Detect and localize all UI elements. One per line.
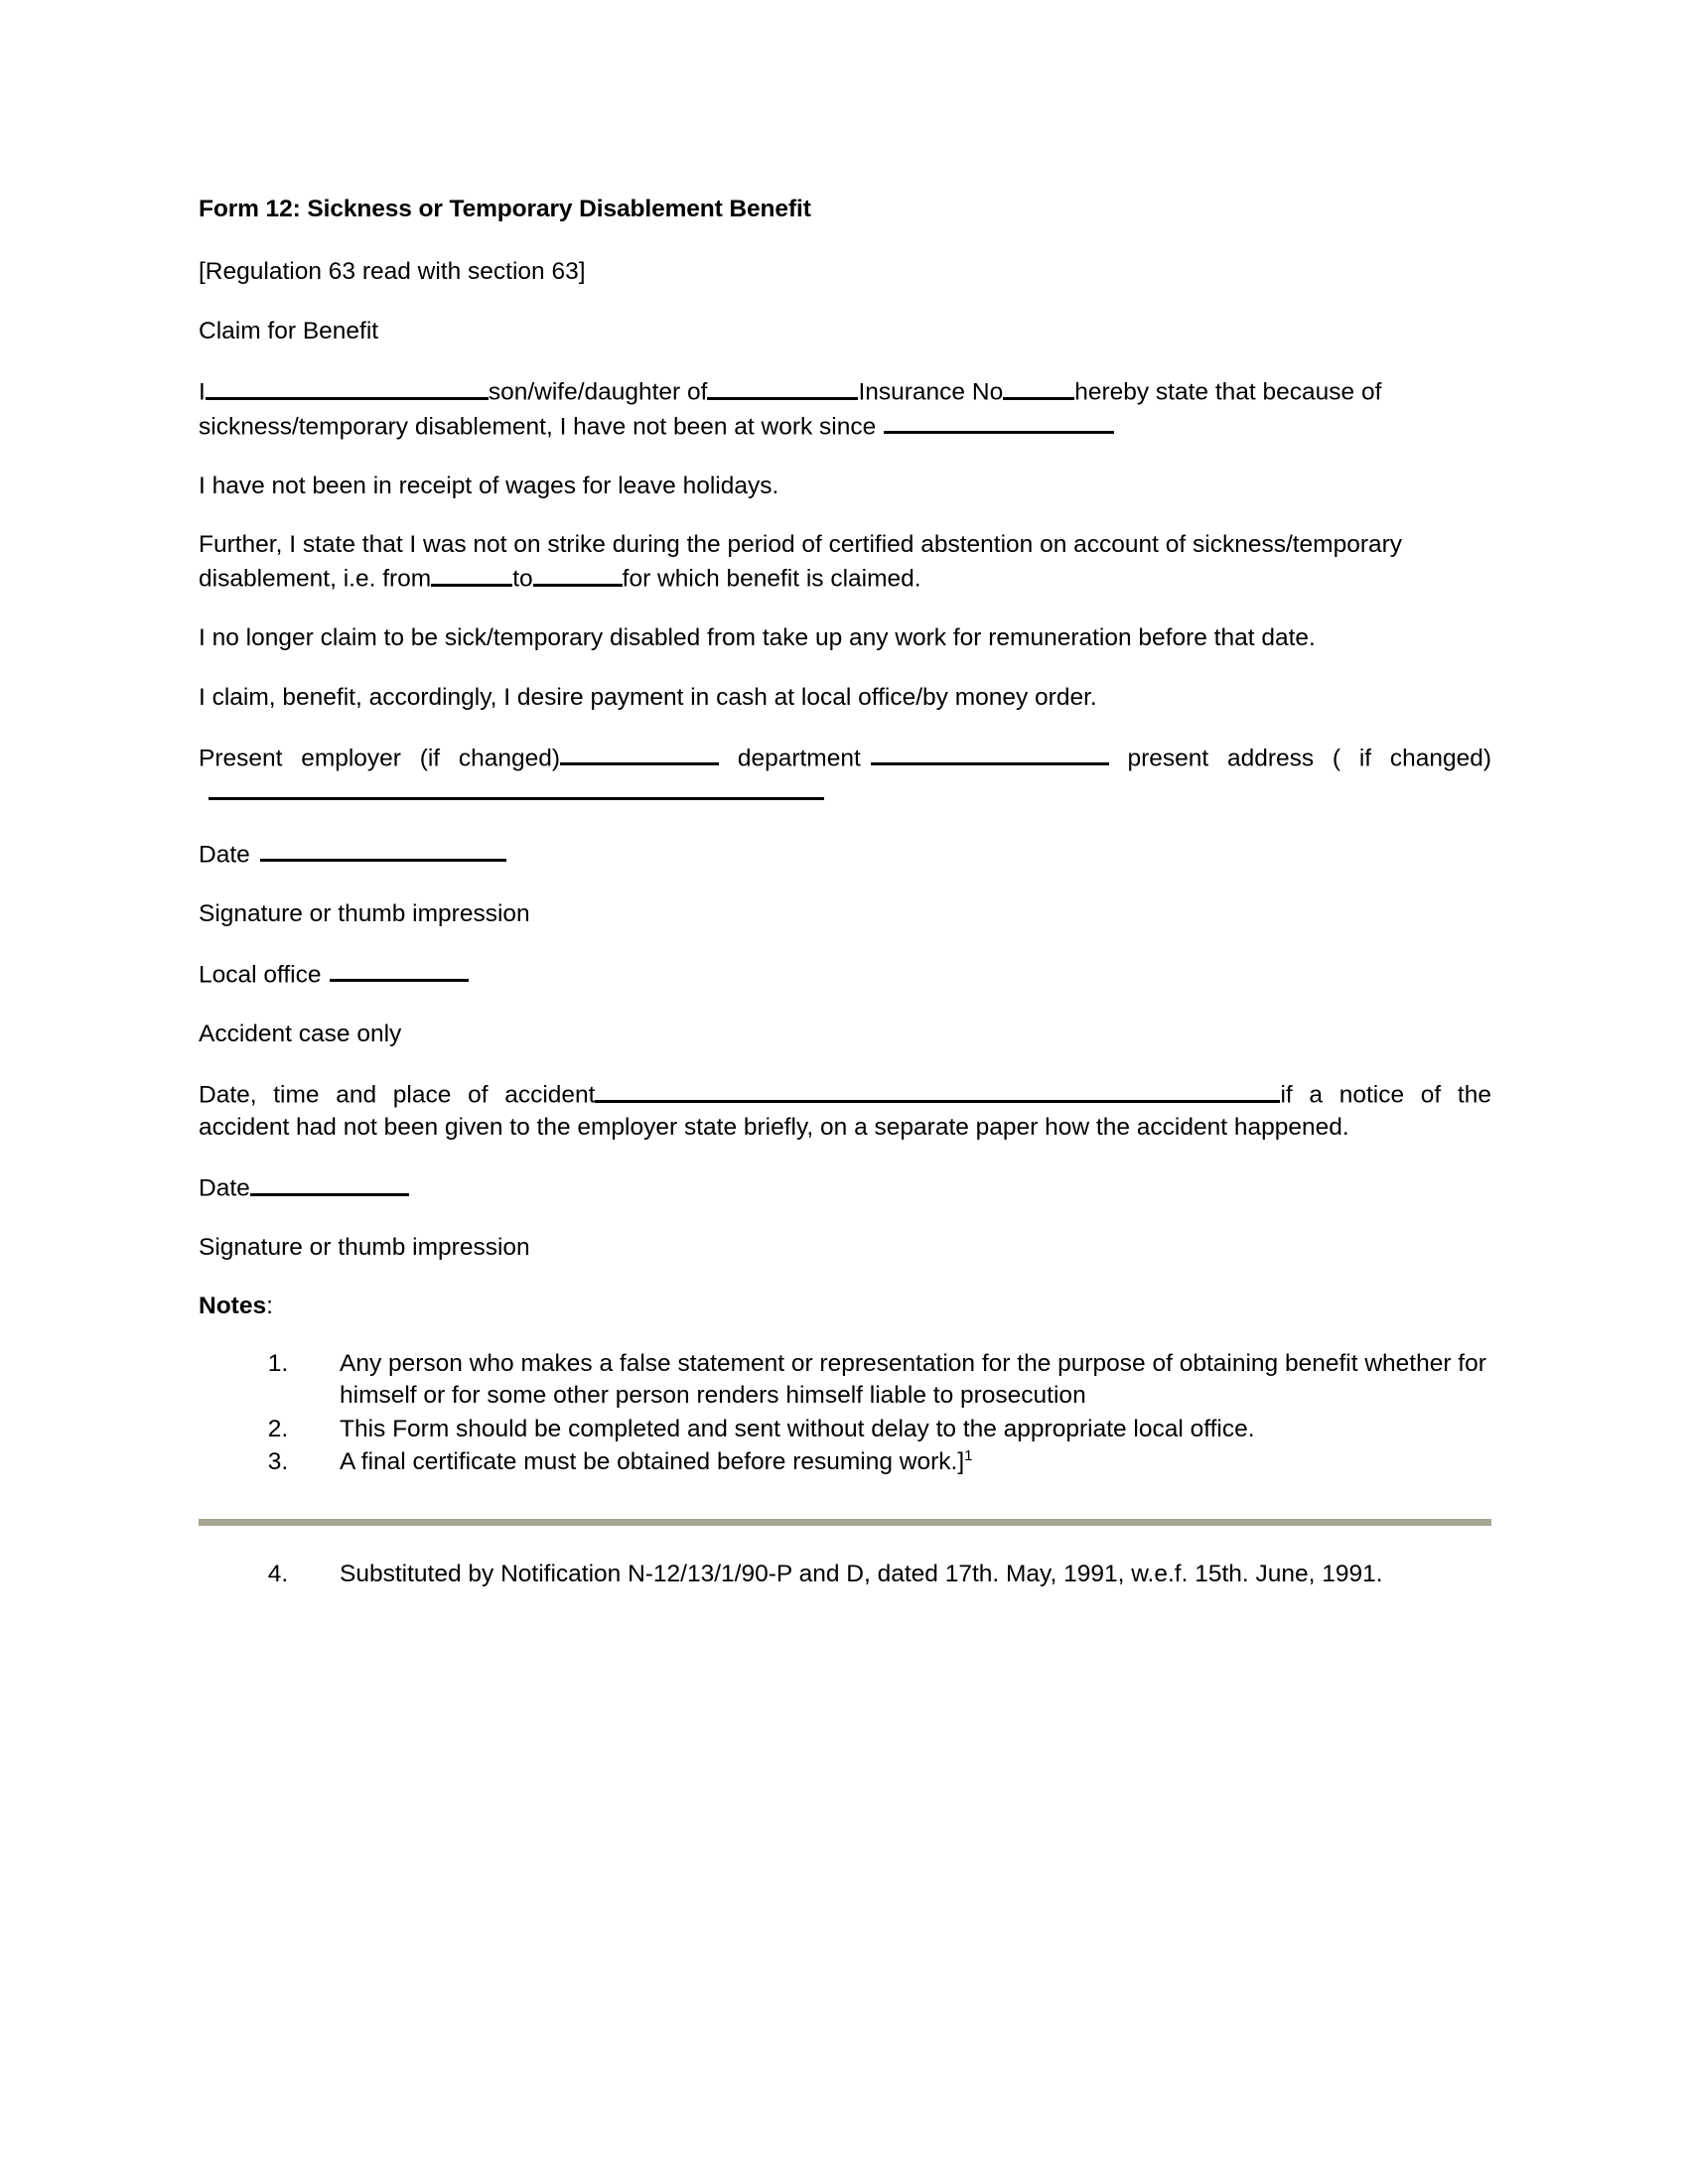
note-text: This Form should be completed and sent without delay to the appropriate local office. xyxy=(340,1415,1255,1442)
footnote-separator xyxy=(199,1519,1491,1526)
claimant-name-blank[interactable] xyxy=(206,374,489,400)
list-item xyxy=(295,1348,1491,1413)
footnote-list xyxy=(199,1559,1491,1591)
wages-statement: I have not been in receipt of wages for leave holidays. xyxy=(199,472,779,499)
regulation-reference: [Regulation 63 read with section 63] xyxy=(199,258,586,286)
accident-notice-text: if a notice of the accident had not been given to the employer state briefly, on a separate paper how the accident happened. xyxy=(199,1081,1491,1141)
document-content xyxy=(199,195,1491,1591)
date-label-2: Date xyxy=(199,1174,250,1202)
local-office-label: Local office xyxy=(199,961,322,989)
strike-statement xyxy=(199,529,1491,596)
date-blank-1[interactable] xyxy=(260,837,506,863)
department-blank[interactable] xyxy=(871,741,1109,766)
page-title: Form 12: Sickness or Temporary Disablement Benefit xyxy=(199,196,811,222)
accident-details-paragraph xyxy=(199,1077,1491,1144)
declaration-continuation: that because of sickness/temporary disablement, I have not been at work since xyxy=(199,378,1382,441)
note-text: A final certificate must be obtained before resuming work.] xyxy=(340,1448,965,1476)
insurance-no-label: Insurance No xyxy=(858,378,1004,406)
hereby-state-label: hereby state xyxy=(1074,378,1209,406)
declaration-lead: I xyxy=(199,378,206,406)
claim-heading: Claim for Benefit xyxy=(199,317,379,344)
list-item xyxy=(295,1414,1491,1446)
period-to-label: to xyxy=(512,565,533,593)
department-label: department xyxy=(737,745,861,772)
notes-heading-label: Notes xyxy=(199,1293,267,1320)
claim-payment-statement: I claim, benefit, accordingly, I desire payment in cash at local office/by money order. xyxy=(199,683,1097,711)
not-at-work-since-blank[interactable] xyxy=(884,409,1114,435)
present-employer-label: Present employer (if changed) xyxy=(199,745,561,772)
present-address-label: present address ( if changed) xyxy=(1127,745,1491,772)
list-item xyxy=(295,1559,1491,1591)
parent-name-blank[interactable] xyxy=(707,374,858,400)
local-office-line xyxy=(199,957,1491,992)
present-employer-blank[interactable] xyxy=(560,741,719,766)
signature-line-2: Signature or thumb impression xyxy=(199,1234,530,1262)
date-line-1 xyxy=(199,837,1491,872)
date-label-1: Date xyxy=(199,841,250,869)
note-text: Any person who makes a false statement or representation for the purpose of obtaining benefit whether for himself or for some other person renders himself liable to prosecution xyxy=(340,1349,1486,1410)
notes-heading xyxy=(199,1291,1491,1322)
present-address-blank[interactable] xyxy=(209,775,824,801)
local-office-blank[interactable] xyxy=(330,957,469,983)
relation-label: son/wife/daughter of xyxy=(488,378,708,406)
date-line-2 xyxy=(199,1170,1491,1205)
no-longer-claim-statement: I no longer claim to be sick/temporary disabled from take up any work for remuneration before that date. xyxy=(199,624,1316,652)
insurance-no-blank[interactable] xyxy=(1003,374,1074,400)
signature-line-1: Signature or thumb impression xyxy=(199,899,530,927)
notes-list xyxy=(199,1348,1491,1479)
footnote-text: Substituted by Notification N-12/13/1/90-P and D, dated 17th. May, 1991, w.e.f. 15th. June, 1991. xyxy=(340,1561,1383,1588)
strike-statement-part1: Further, I state that I was not on strike during the period of certified abstention on account of sickness/temporary disablement, i.e. from xyxy=(199,531,1403,593)
date-blank-2[interactable] xyxy=(250,1170,409,1196)
period-from-blank[interactable] xyxy=(431,561,512,587)
strike-statement-part2: for which benefit is claimed. xyxy=(622,565,921,593)
accident-lead-label: Date, time and place of accident xyxy=(199,1081,596,1109)
accident-details-blank[interactable] xyxy=(595,1077,1280,1103)
notes-heading-colon: : xyxy=(266,1293,273,1320)
period-to-blank[interactable] xyxy=(533,561,623,587)
employer-details-paragraph xyxy=(199,741,1491,810)
accident-section-heading: Accident case only xyxy=(199,1020,402,1047)
footnote-marker: 1 xyxy=(964,1447,973,1465)
declaration-paragraph xyxy=(199,374,1491,444)
list-item xyxy=(295,1446,1491,1479)
